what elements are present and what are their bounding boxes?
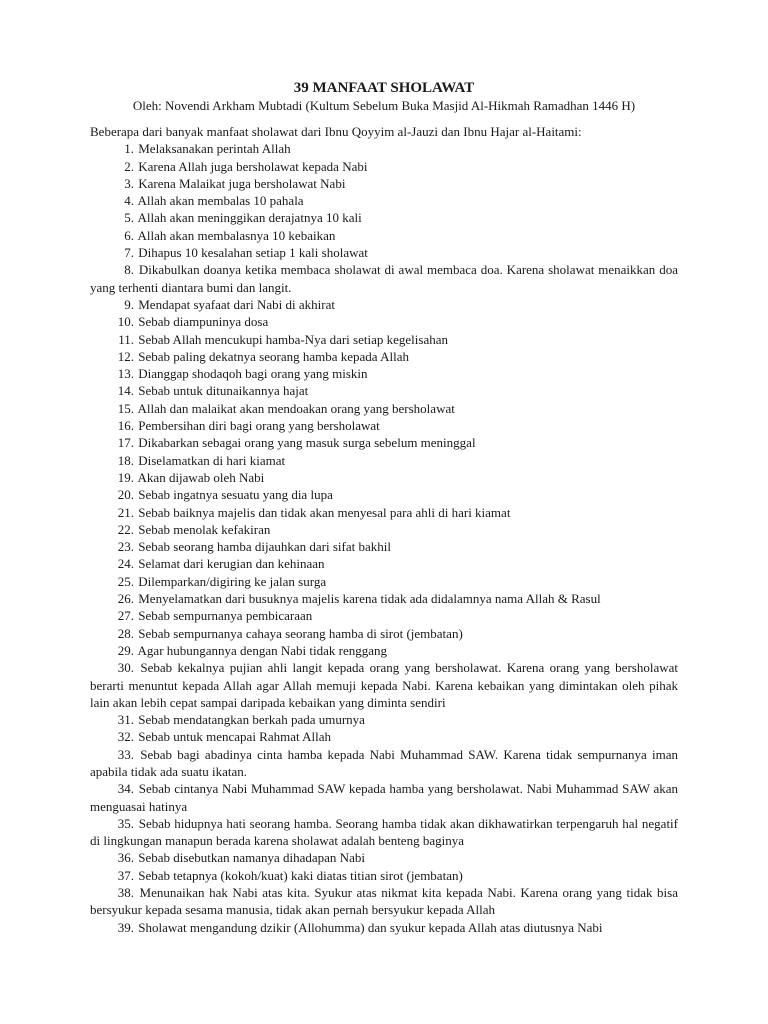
list-item bbox=[90, 780, 678, 815]
list-item-number: 12. bbox=[117, 348, 134, 364]
list-item-text: Akan dijawab oleh Nabi bbox=[135, 469, 265, 485]
list-item-text: Sebab ingatnya sesuatu yang dia lupa bbox=[135, 487, 333, 503]
list-item-number: 37. bbox=[117, 867, 134, 883]
list-item-number: 15. bbox=[117, 400, 134, 416]
list-item-text: Sebab untuk ditunaikannya hajat bbox=[135, 383, 309, 399]
list-item bbox=[90, 746, 678, 781]
list-item-text: Sebab bagi abadinya cinta hamba kepada Nabi Muhammad SAW. Karena tidak sempurnanya iman apabila tidak ada suatu ikatan. bbox=[90, 746, 678, 779]
list-item-text: Dihapus 10 kesalahan setiap 1 kali sholawat bbox=[135, 245, 368, 261]
list-item bbox=[90, 659, 678, 711]
list-item-text: Sebab hidupnya hati seorang hamba. Seorang hamba tidak akan dikhawatirkan terpengaruh hal negatif di lingkungan manapun berada karena sholawat adalah benteng baginya bbox=[90, 815, 678, 849]
list-item-number: 3. bbox=[124, 175, 134, 191]
list-item bbox=[90, 296, 678, 313]
list-item bbox=[90, 209, 678, 226]
list-item bbox=[90, 521, 678, 538]
list-item-text: Sebab baiknya majelis dan tidak akan menyesal para ahli di hari kiamat bbox=[135, 504, 511, 520]
list-item-text: Pembersihan diri bagi orang yang bersholawat bbox=[135, 418, 380, 434]
list-item-text: Selamat dari kerugian dan kehinaan bbox=[135, 556, 325, 572]
list-item bbox=[90, 227, 678, 244]
list-item-number: 23. bbox=[117, 539, 134, 555]
benefits-list bbox=[90, 140, 678, 936]
list-item bbox=[90, 158, 678, 175]
list-item-number: 18. bbox=[117, 452, 134, 468]
list-item-text: Dikabarkan sebagai orang yang masuk surga sebelum meninggal bbox=[135, 435, 476, 451]
list-item bbox=[90, 867, 678, 884]
document-title: 39 MANFAAT SHOLAWAT bbox=[293, 80, 475, 96]
list-item-number: 32. bbox=[117, 729, 134, 745]
list-item-text: Dilemparkan/digiring ke jalan surga bbox=[135, 573, 327, 589]
list-item bbox=[90, 140, 678, 157]
list-item-number: 21. bbox=[117, 504, 134, 520]
list-item bbox=[90, 884, 678, 919]
list-item bbox=[90, 504, 678, 521]
list-item-text: Allah dan malaikat akan mendoakan orang yang bersholawat bbox=[135, 400, 455, 416]
list-item-number: 16. bbox=[117, 418, 134, 434]
list-item bbox=[90, 452, 678, 469]
list-item-text: Agar hubungannya dengan Nabi tidak renggang bbox=[135, 642, 387, 658]
document-subtitle: Oleh: Novendi Arkham Mubtadi (Kultum Sebelum Buka Masjid Al-Hikmah Ramadhan 1446 H) bbox=[132, 98, 636, 113]
list-item-text: Allah akan membalas 10 pahala bbox=[135, 193, 304, 209]
list-item-number: 26. bbox=[117, 591, 134, 607]
list-item bbox=[90, 815, 678, 850]
list-item-number: 5. bbox=[124, 210, 134, 226]
list-item-number: 22. bbox=[117, 521, 134, 537]
list-item-number: 36. bbox=[117, 850, 134, 866]
list-item bbox=[90, 175, 678, 192]
list-item bbox=[90, 849, 678, 866]
list-item-text: Sebab sempurnanya pembicaraan bbox=[135, 608, 313, 624]
list-item bbox=[90, 244, 678, 261]
list-item-number: 2. bbox=[124, 158, 134, 174]
list-item bbox=[90, 348, 678, 365]
list-item-number: 11. bbox=[118, 331, 134, 347]
list-item-text: Karena Malaikat juga bersholawat Nabi bbox=[135, 175, 346, 191]
list-item-number: 38. bbox=[117, 885, 134, 901]
list-item-text: Karena Allah juga bersholawat kepada Nabi bbox=[135, 158, 368, 174]
list-item-text: Sebab cintanya Nabi Muhammad SAW kepada hamba yang bersholawat. Nabi Muhammad SAW akan menguasai hatinya bbox=[90, 781, 678, 814]
list-item bbox=[90, 607, 678, 624]
list-item-number: 30. bbox=[117, 660, 134, 676]
list-item-text: Sebab diampuninya dosa bbox=[135, 314, 269, 330]
list-item-number: 10. bbox=[117, 314, 134, 330]
list-item bbox=[90, 538, 678, 555]
list-item-number: 31. bbox=[117, 712, 134, 728]
list-item bbox=[90, 711, 678, 728]
list-item bbox=[90, 642, 678, 659]
list-item bbox=[90, 469, 678, 486]
list-item bbox=[90, 555, 678, 572]
list-item-number: 8. bbox=[124, 262, 134, 278]
list-item-text: Menyelamatkan dari busuknya majelis karena tidak ada didalamnya nama Allah & Rasul bbox=[135, 591, 601, 607]
list-item-number: 34. bbox=[117, 781, 134, 797]
list-item-text: Sebab menolak kefakiran bbox=[135, 521, 271, 537]
list-item-text: Diselamatkan di hari kiamat bbox=[135, 452, 286, 468]
list-item-text: Sebab seorang hamba dijauhkan dari sifat bakhil bbox=[135, 539, 391, 555]
list-item bbox=[90, 417, 678, 434]
list-item-number: 14. bbox=[117, 383, 134, 399]
list-item bbox=[90, 261, 678, 296]
list-item-number: 19. bbox=[117, 469, 134, 485]
list-item bbox=[90, 573, 678, 590]
list-item-number: 39. bbox=[117, 919, 134, 935]
list-item bbox=[90, 365, 678, 382]
list-item bbox=[90, 625, 678, 642]
list-item-number: 27. bbox=[117, 608, 134, 624]
list-item bbox=[90, 192, 678, 209]
list-item-text: Sebab mendatangkan berkah pada umurnya bbox=[135, 712, 365, 728]
list-item-number: 6. bbox=[124, 227, 134, 243]
list-item bbox=[90, 313, 678, 330]
list-item-number: 29. bbox=[117, 642, 134, 658]
list-item-text: Sebab disebutkan namanya dihadapan Nabi bbox=[135, 850, 365, 866]
list-item-number: 20. bbox=[117, 487, 134, 503]
list-item-text: Dikabulkan doanya ketika membaca sholawat di awal membaca doa. Karena sholawat menaikkan doa yang terhenti diantara bumi dan langit. bbox=[90, 262, 678, 295]
list-item-number: 28. bbox=[117, 625, 134, 641]
list-item-number: 24. bbox=[117, 556, 134, 572]
list-item-number: 9. bbox=[124, 296, 134, 312]
list-item-text: Sebab sempurnanya cahaya seorang hamba di sirot (jembatan) bbox=[135, 625, 463, 641]
list-item-number: 35. bbox=[117, 815, 134, 831]
list-item-number: 13. bbox=[117, 366, 134, 382]
list-item bbox=[90, 382, 678, 399]
list-item bbox=[90, 331, 678, 348]
list-item-text: Sebab Allah mencukupi hamba-Nya dari setiap kegelisahan bbox=[135, 331, 448, 347]
list-item-number: 17. bbox=[117, 435, 134, 451]
list-item bbox=[90, 919, 678, 936]
list-item bbox=[90, 400, 678, 417]
list-item-text: Sebab untuk mencapai Rahmat Allah bbox=[135, 729, 332, 745]
list-item-number: 7. bbox=[124, 245, 134, 261]
list-item-text: Sholawat mengandung dzikir (Allohumma) dan syukur kepada Allah atas diutusnya Nabi bbox=[135, 919, 603, 935]
list-item-number: 4. bbox=[124, 193, 134, 209]
list-item-text: Dianggap shodaqoh bagi orang yang miskin bbox=[135, 366, 368, 382]
list-item-text: Melaksanakan perintah Allah bbox=[135, 141, 291, 157]
list-item-text: Sebab tetapnya (kokoh/kuat) kaki diatas titian sirot (jembatan) bbox=[135, 867, 463, 883]
list-item bbox=[90, 728, 678, 745]
list-item-text: Allah akan meninggikan derajatnya 10 kali bbox=[135, 210, 362, 226]
list-item bbox=[90, 434, 678, 451]
list-item bbox=[90, 486, 678, 503]
list-item-text: Sebab kekalnya pujian ahli langit kepada orang yang bersholawat. Karena orang yang bersholawat berarti menuntut kepada Allah agar Allah memuji kepada Nabi. Karena kebaikan yang dimintakan oleh pihak lain akan lebih cepat sampai daripada kebaikan yang diminta sendiri bbox=[90, 660, 678, 710]
list-item-number: 33. bbox=[117, 746, 134, 762]
document-intro: Beberapa dari banyak manfaat sholawat dari Ibnu Qoyyim al-Jauzi dan Ibnu Hajar al-Haitami: bbox=[90, 124, 582, 139]
list-item-number: 1. bbox=[124, 141, 134, 157]
list-item-text: Mendapat syafaat dari Nabi di akhirat bbox=[135, 296, 335, 312]
list-item-number: 25. bbox=[117, 573, 134, 589]
list-item-text: Allah akan membalasnya 10 kebaikan bbox=[135, 227, 336, 243]
list-item-text: Sebab paling dekatnya seorang hamba kepada Allah bbox=[135, 348, 409, 364]
list-item bbox=[90, 590, 678, 607]
list-item-text: Menunaikan hak Nabi atas kita. Syukur atas nikmat kita kepada Nabi. Karena orang yang tidak bisa bersyukur kepada sesama manusia, tidak akan pernah bersyukur kepada Allah bbox=[90, 885, 678, 918]
